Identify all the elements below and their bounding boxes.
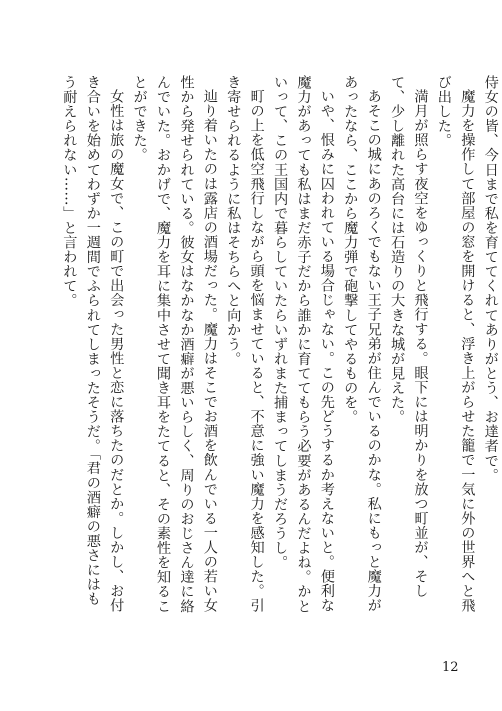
paragraph: 辿り着いたのは露店の酒場だった。魔力はそこでお酒を飲んでいる一人の若い女性から発せられている。彼女はなかなか酒癖が悪いらしく、周りのおじさん達に絡んでいた。おかげで、魔力を耳に集中させて聞き耳をたてると、その素性を知ることができた。	[131, 75, 218, 614]
body-text	[57, 75, 499, 615]
vertical-text-column	[57, 75, 502, 615]
paragraph: 魔力を操作して部屋の窓を開けると、浮き上がらせた籠で一気に外の世界へと飛び出した。	[435, 75, 476, 613]
paragraph: いや、恨みに囚われている場合じゃない。この先どうするか考えないと。便利な魔力があっても私はまだ赤子だから誰かに育ててもらう必要があるんだよね。かといって、この王国内で暮らしていたらいずれまた捕まってしまうだろうし。	[272, 75, 335, 614]
page-number: 12	[442, 660, 459, 675]
paragraph: 町の上を低空飛行しながら頭を悩ませていると、不意に強い魔力を感知した。引き寄せられるように私はそちらへと向かう。	[225, 75, 265, 613]
paragraph: 満月が照らす夜空をゆっくりと飛行する。眼下には明かりを放つ町並が、そして、少し離れた高台には石造りの大きな城が見えた。	[389, 75, 429, 599]
paragraph: あそこの城にあのろくでもない王子兄弟が住んでいるのかな。私にもっと魔力があったなら、ここから魔力弾で砲撃してやるものを。	[342, 75, 382, 613]
paragraph: 侍女の皆、今日まで私を育ててくれてありがとう、お達者で。	[482, 75, 499, 483]
paragraph: 女性は旅の魔女で、この町で出会った男性と恋に落ちたのだとか。しかし、お付き合いを始めてわずか一週間でふられてしまったそうだ。「君の酒癖の悪さにはもう耐えられない……」と言われて。	[61, 75, 125, 613]
